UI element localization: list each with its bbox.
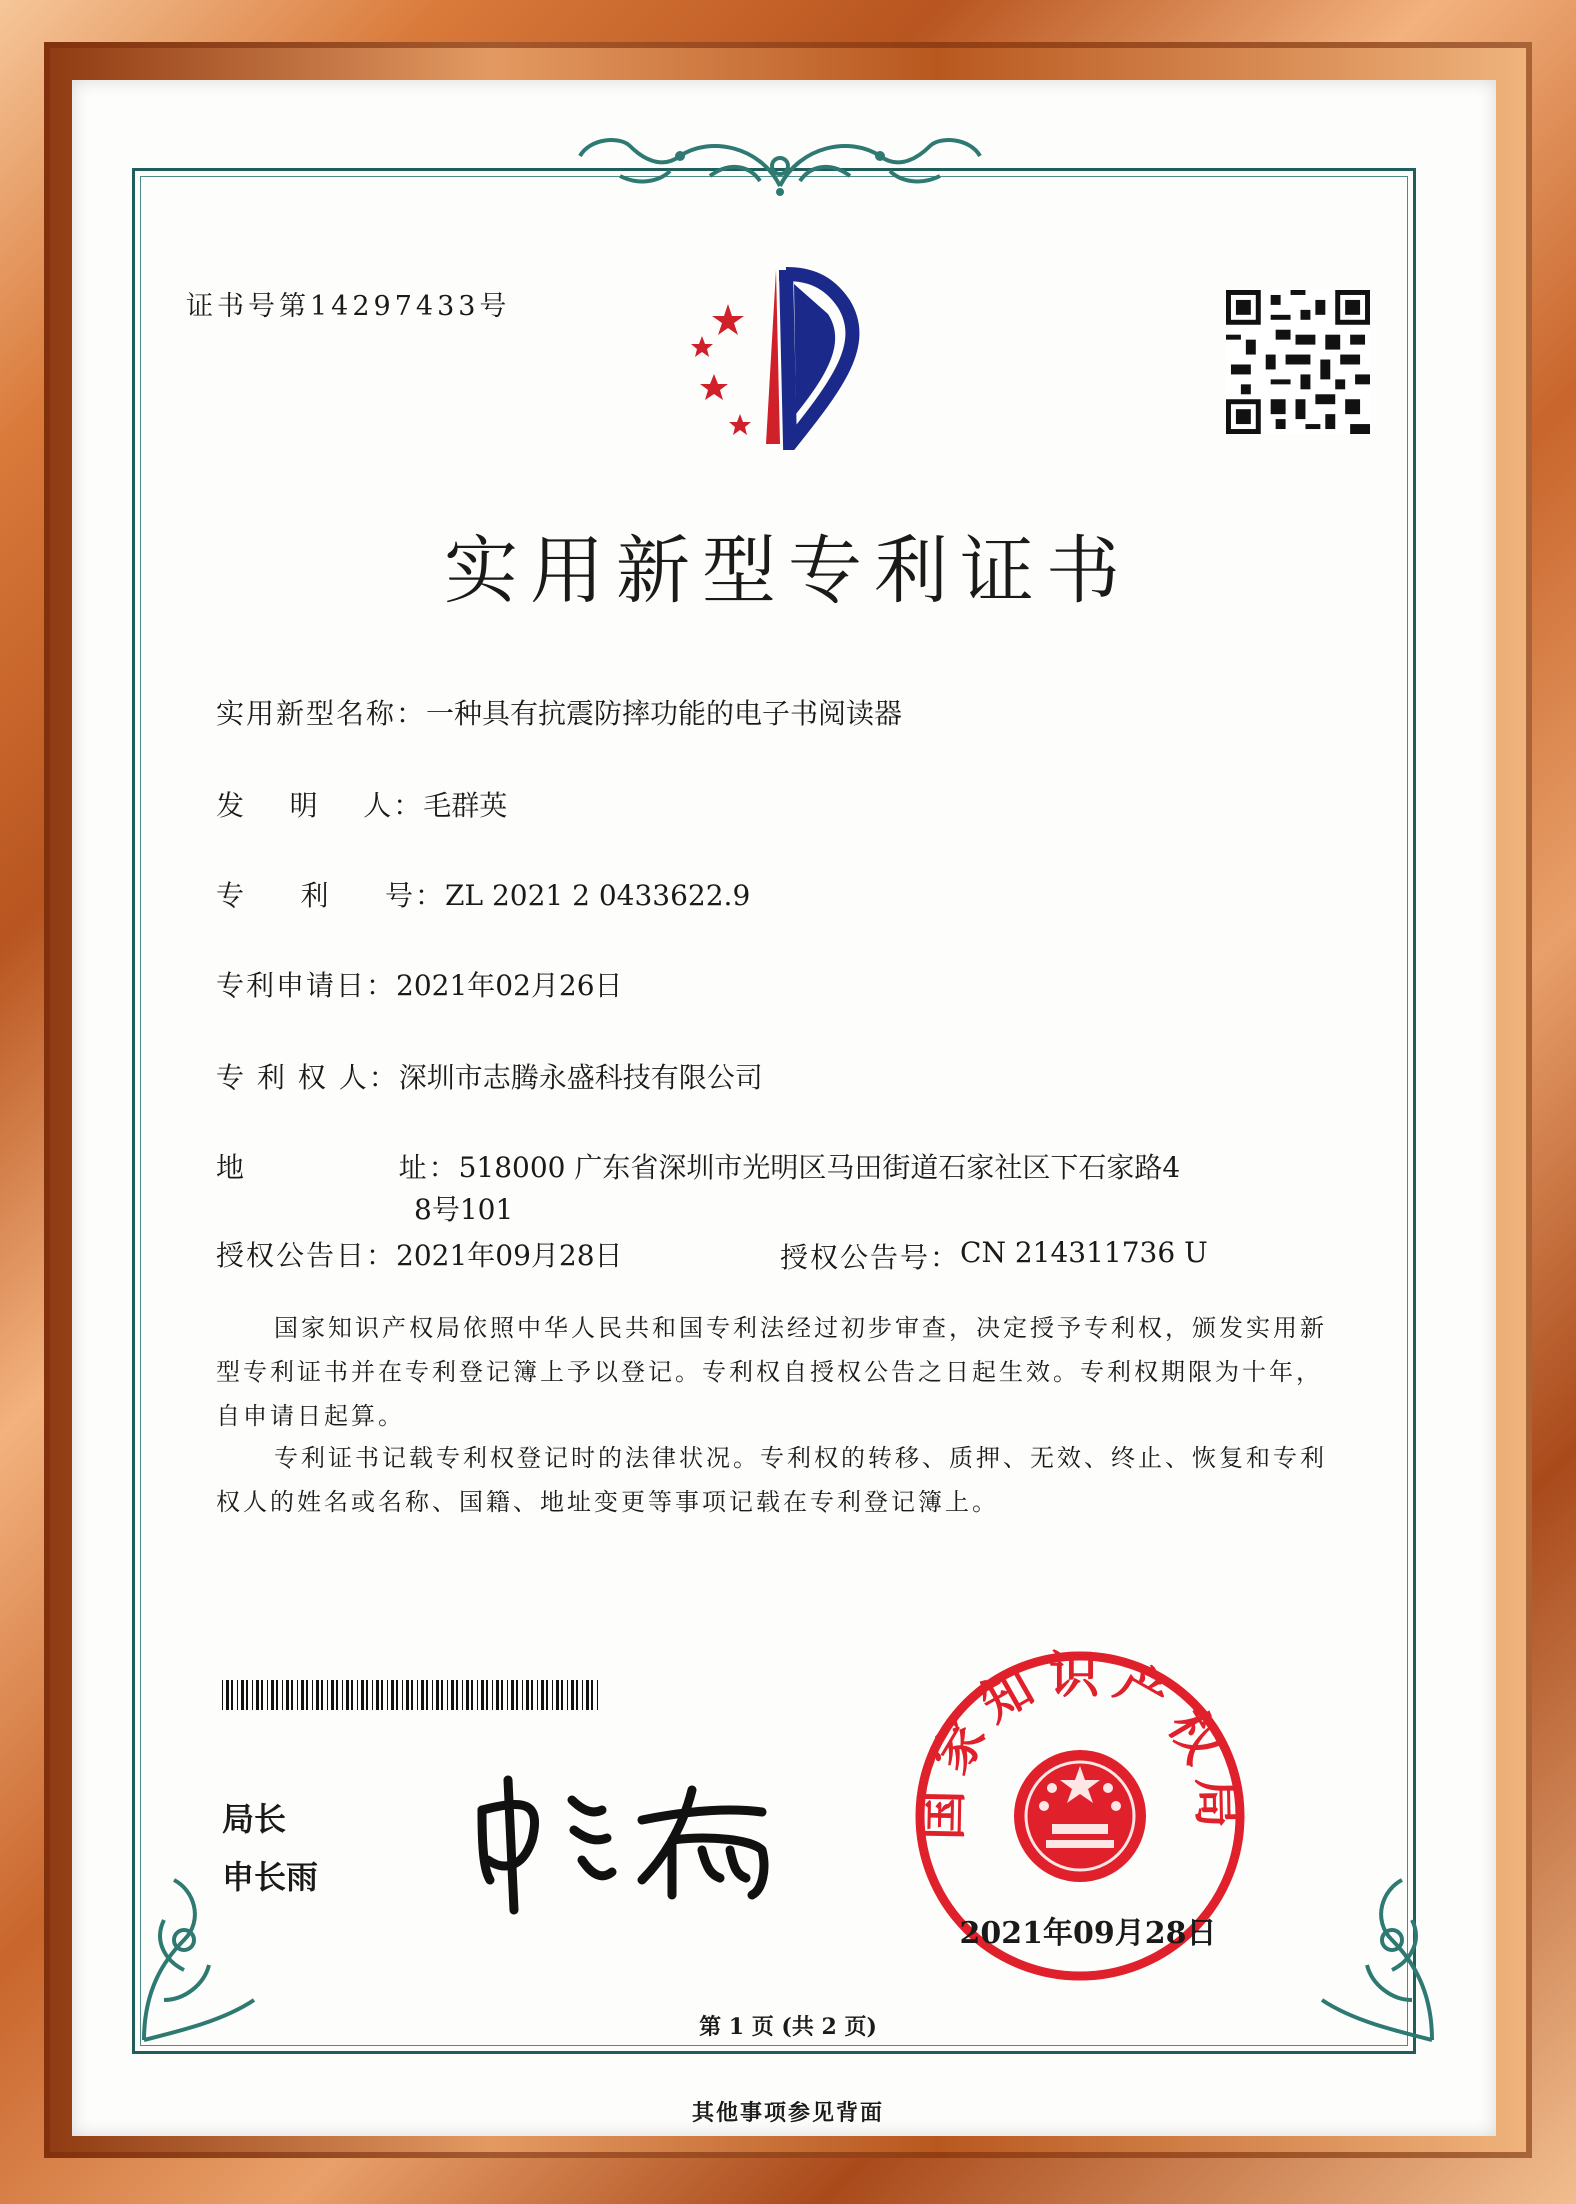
seal-text: 国家知识产权局: [912, 1648, 1248, 1841]
field-label: 地 址：: [216, 1151, 459, 1184]
cnipa-logo-icon: [668, 264, 894, 450]
field-value: 2021年09月28日: [396, 1239, 623, 1272]
field-value: 2021年02月26日: [396, 969, 623, 1002]
director-signature: [462, 1760, 782, 1920]
field-label: 授权公告号：: [780, 1241, 961, 1274]
field-value: ZL 2021 2 0433622.9: [445, 879, 751, 912]
field-label: 发 明 人：: [216, 789, 424, 822]
director-title: 局长: [222, 1800, 287, 1838]
address-line-2: 8号101: [414, 1193, 514, 1226]
back-note: 其他事项参见背面: [691, 2100, 884, 2126]
field-utility-model-name: [216, 694, 902, 734]
field-application-date: [216, 966, 623, 1006]
qr-code-icon: [1226, 290, 1370, 434]
field-value: 518000 广东省深圳市光明区马田街道石家社区下石家路4: [458, 1151, 1181, 1184]
field-label: 专 利 权 人：: [216, 1061, 399, 1094]
field-publication-number: [780, 1236, 1208, 1276]
field-grant-date: [216, 1236, 623, 1276]
field-address: [216, 1148, 1180, 1188]
certificate-number: 证书号第14297433号: [186, 291, 511, 322]
field-inventor: [216, 786, 507, 826]
seal-date: 2021年09月28日: [959, 1916, 1217, 1951]
field-label: 专 利 号：: [216, 879, 446, 912]
field-value: 毛群英: [423, 789, 508, 822]
field-value: 一种具有抗震防摔功能的电子书阅读器: [426, 697, 903, 730]
barcode-icon: [222, 1680, 600, 1710]
field-patent-number: [216, 876, 750, 916]
field-patentee: [216, 1058, 763, 1098]
paragraph-grant-statement: 国家知识产权局依照中华人民共和国专利法经过初步审查，决定授予专利权，颁发实用新型专利证书并在专利登记簿上予以登记。专利权自授权公告之日起生效。专利权期限为十年，自申请日起算。: [216, 1314, 1327, 1430]
page-indicator: 第 1 页 (共 2 页): [699, 2014, 877, 2040]
certificate-title: 实用新型专利证书: [444, 528, 1132, 614]
director-name: 申长雨: [222, 1858, 319, 1896]
field-label: 授权公告日：: [216, 1239, 397, 1272]
field-label: 专利申请日：: [216, 969, 397, 1002]
field-label: 实用新型名称：: [216, 697, 427, 730]
field-value: CN 214311736 U: [960, 1236, 1208, 1269]
field-value: 深圳市志腾永盛科技有限公司: [398, 1061, 763, 1094]
paragraph-legal-status: 专利证书记载专利权登记时的法律状况。专利权的转移、质押、无效、终止、恢复和专利权人的姓名或名称、国籍、地址变更等事项记载在专利登记簿上。: [216, 1444, 1327, 1516]
top-ornament: [560, 126, 1000, 202]
